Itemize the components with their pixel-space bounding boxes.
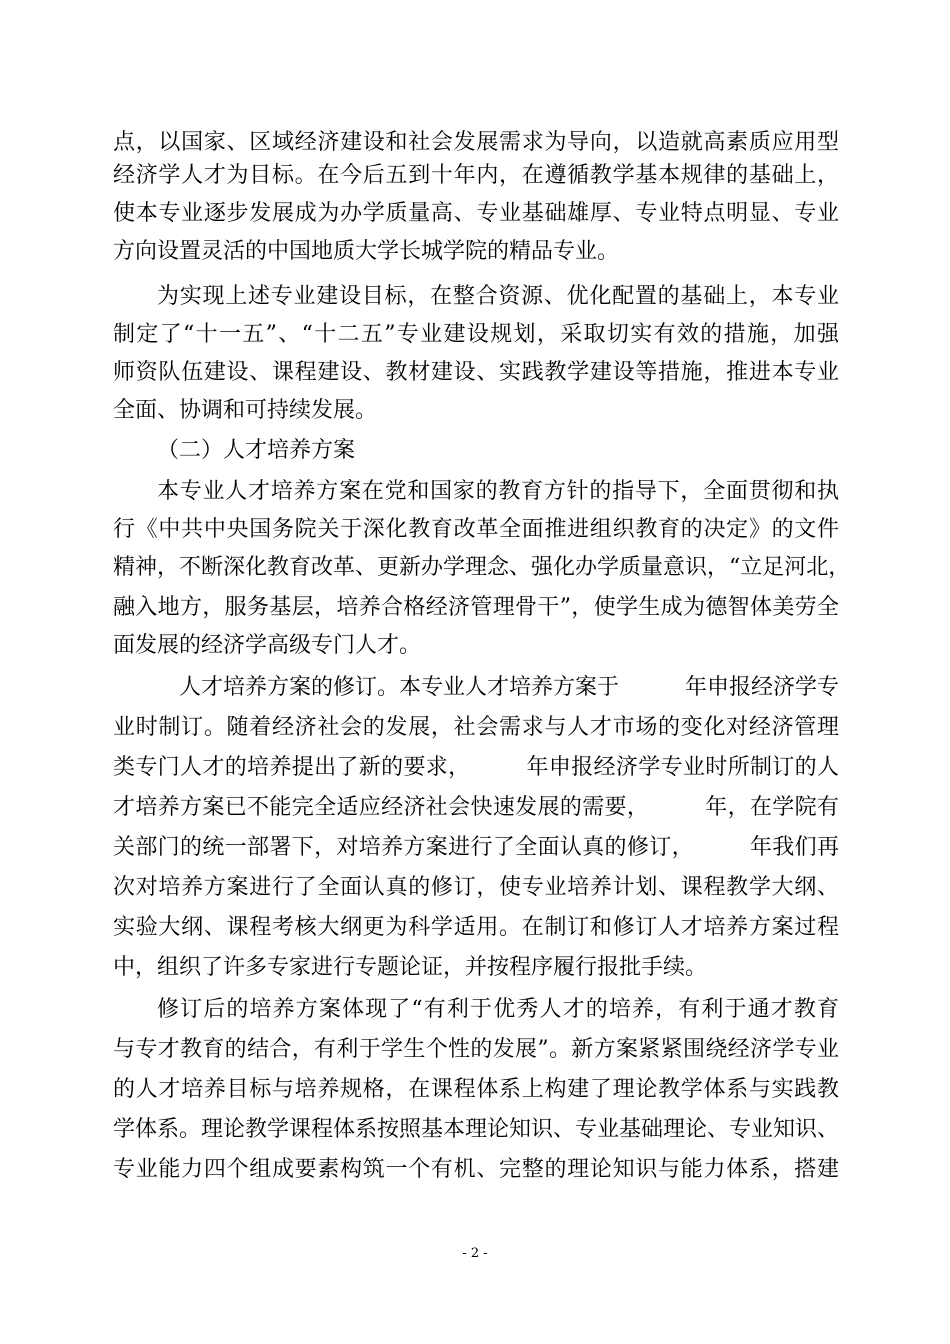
body-line: 经济学人才为目标。在今后五到十年内，在遵循教学基本规律的基础上， [113, 163, 839, 188]
paragraph-first-line: 修订后的培养方案体现了“有利于优秀人才的培养，有利于通才教育 [157, 997, 839, 1022]
body-line: 学体系。理论教学课程体系按照基本理论知识、专业基础理论、专业知识、 [113, 1117, 840, 1142]
body-line: 中，组织了许多专家进行专题论证，并按程序履行报批手续。 [113, 955, 708, 980]
paragraph-first-line: 人才培养方案的修订。本专业人才培养方案于 年申报经济学专 [179, 675, 840, 700]
body-line: 的人才培养目标与培养规格，在课程体系上构建了理论教学体系与实践教 [113, 1077, 839, 1102]
body-line: 方向设置灵活的中国地质大学长城学院的精品专业。 [113, 239, 620, 264]
body-line: 制定了“十一五”、“十二五”专业建设规划，采取切实有效的措施，加强 [113, 322, 839, 347]
body-line: 次对培养方案进行了全面认真的修订，使专业培养计划、课程教学大纲、 [113, 875, 839, 900]
body-line: 与专才教育的结合，有利于学生个性的发展”。新方案紧紧围绕经济学专业 [113, 1037, 839, 1062]
body-line: 业时制订。随着经济社会的发展，社会需求与人才市场的变化对经济管理 [113, 715, 839, 740]
body-line: 行《中共中央国务院关于深化教育改革全面推进组织教育的决定》的文件 [113, 517, 839, 542]
body-line: 实验大纲、课程考核大纲更为科学适用。在制订和修订人才培养方案过程 [113, 915, 839, 940]
body-line: 师资队伍建设、课程建设、教材建设、实践教学建设等措施，推进本专业 [113, 360, 839, 385]
body-line: 面发展的经济学高级专门人才。 [113, 633, 422, 658]
body-line: 精神，不断深化教育改革、更新办学理念、强化办学质量意识，“立足河北， [113, 555, 851, 580]
body-line: 才培养方案已不能完全适应经济社会快速发展的需要， 年，在学院有 [113, 795, 839, 820]
body-line: 使本专业逐步发展成为办学质量高、专业基础雄厚、专业特点明显、专业 [113, 201, 839, 226]
paragraph-first-line: 为实现上述专业建设目标，在整合资源、优化配置的基础上，本专业 [157, 284, 839, 309]
body-line: 融入地方，服务基层，培养合格经济管理骨干”，使学生成为德智体美劳全 [113, 595, 839, 620]
paragraph-first-line: 本专业人才培养方案在党和国家的教育方针的指导下，全面贯彻和执 [157, 479, 839, 504]
body-line: 类专门人才的培养提出了新的要求， 年申报经济学专业时所制订的人 [113, 755, 839, 780]
body-line: 专业能力四个组成要素构筑一个有机、完整的理论知识与能力体系，搭建 [113, 1157, 839, 1182]
body-line: 点，以国家、区域经济建设和社会发展需求为导向，以造就高素质应用型 [113, 130, 839, 155]
body-line: 关部门的统一部署下，对培养方案进行了全面认真的修订， 年我们再 [113, 835, 839, 860]
body-line: 全面、协调和可持续发展。 [113, 398, 378, 423]
section-heading: （二）人才培养方案 [157, 438, 356, 463]
page-number: - 2 - [462, 1246, 488, 1261]
